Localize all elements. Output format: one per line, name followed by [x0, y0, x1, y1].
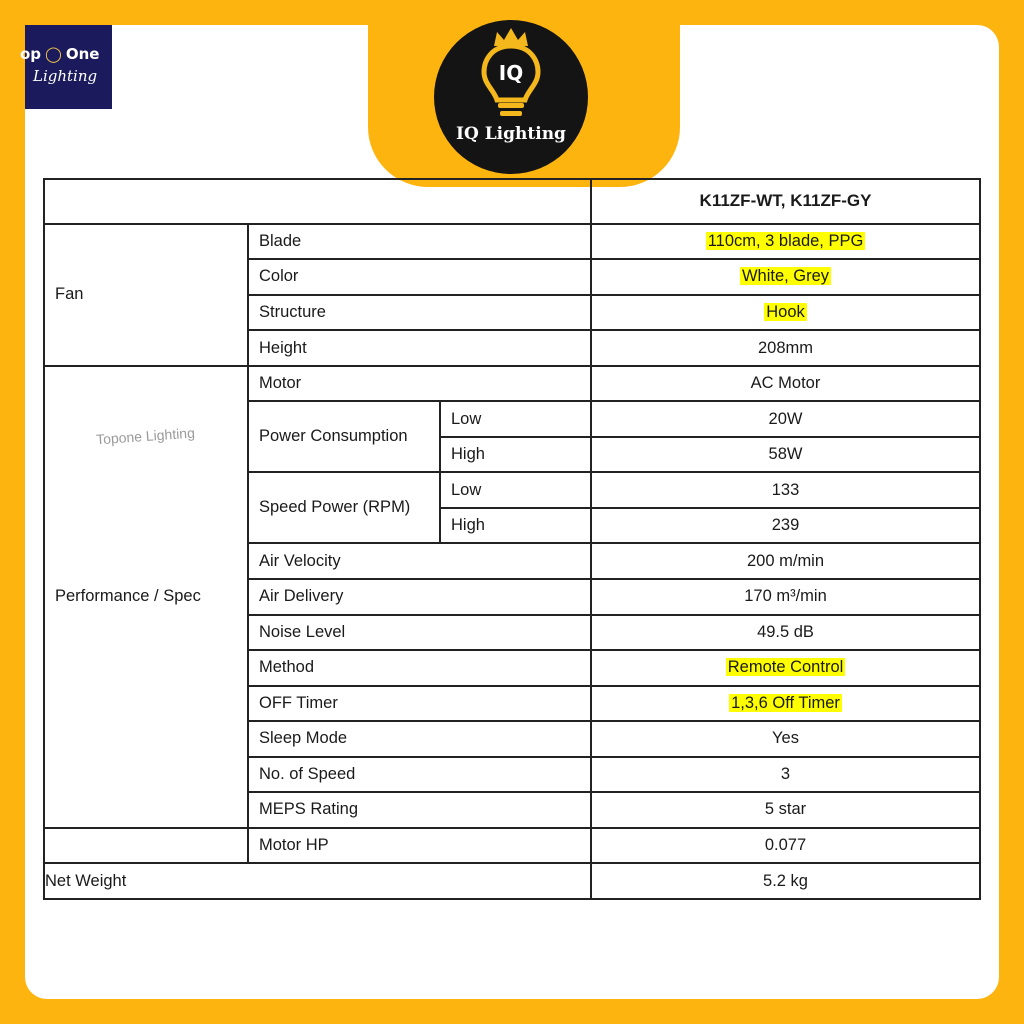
row-value: 3	[591, 757, 980, 793]
row-label: Motor	[248, 366, 591, 402]
row-label: Blade	[248, 224, 591, 260]
row-value: 133	[591, 472, 980, 508]
model-name: K11ZF-WT, K11ZF-GY	[699, 191, 872, 211]
row-value: Remote Control	[727, 658, 844, 677]
topone-lighting-logo	[20, 25, 112, 109]
row-value: 1,3,6 Off Timer	[731, 693, 840, 712]
row-label: Height	[248, 330, 591, 366]
fan-group-label: Fan	[44, 224, 248, 366]
row-label: Sleep Mode	[248, 721, 591, 757]
row-value: 239	[591, 508, 980, 544]
iq-lighting-logo	[434, 20, 588, 174]
row-label: MEPS Rating	[248, 792, 591, 828]
crowned-bulb-icon	[434, 20, 588, 174]
svg-text:IQ: IQ	[498, 61, 524, 85]
table-row	[44, 863, 980, 899]
logo-wordmark: IQ Lighting	[456, 124, 566, 144]
row-value: 208mm	[591, 330, 980, 366]
header-empty-cell	[44, 179, 591, 224]
row-value: 170 m³/min	[591, 579, 980, 615]
performance-group-label: Performance / Spec	[44, 366, 248, 828]
table-header-row	[44, 179, 980, 224]
row-value: Yes	[591, 721, 980, 757]
row-label: Noise Level	[248, 615, 591, 651]
sub-label: Low	[440, 472, 591, 508]
row-label: Net Weight	[44, 863, 591, 899]
row-label: Air Velocity	[248, 543, 591, 579]
row-label: Method	[248, 650, 591, 686]
table-row	[44, 224, 980, 260]
table-row	[44, 366, 980, 402]
row-value: 5.2 kg	[591, 863, 980, 899]
row-value: 0.077	[591, 828, 980, 864]
sub-label: Low	[440, 401, 591, 437]
sub-label: High	[440, 437, 591, 473]
row-value: AC Motor	[591, 366, 980, 402]
table-row	[44, 828, 980, 864]
row-label: OFF Timer	[248, 686, 591, 722]
row-label: No. of Speed	[248, 757, 591, 793]
sub-label: High	[440, 508, 591, 544]
row-label: Structure	[248, 295, 591, 331]
row-value: 20W	[591, 401, 980, 437]
badge-text-left: op	[20, 45, 42, 63]
empty-group-cell	[44, 828, 248, 864]
row-label: Air Delivery	[248, 579, 591, 615]
row-value: 49.5 dB	[591, 615, 980, 651]
badge-text-lighting: Lighting	[33, 67, 98, 85]
row-label: Speed Power (RPM)	[248, 472, 440, 543]
watermark: Topone Lighting	[95, 424, 196, 448]
row-label: Motor HP	[248, 828, 591, 864]
spec-table	[43, 178, 981, 900]
row-label: Color	[248, 259, 591, 295]
badge-text-right: One	[65, 45, 100, 63]
model-cell	[591, 179, 980, 224]
row-value: White, Grey	[741, 267, 830, 286]
row-label: Power Consumption	[248, 401, 440, 472]
row-value: 200 m/min	[591, 543, 980, 579]
row-value: Hook	[766, 303, 805, 321]
row-value: 58W	[591, 437, 980, 473]
row-value: 5 star	[591, 792, 980, 828]
row-value: 110cm, 3 blade, PPG	[707, 231, 864, 250]
bulb-icon: ◯	[45, 45, 62, 63]
